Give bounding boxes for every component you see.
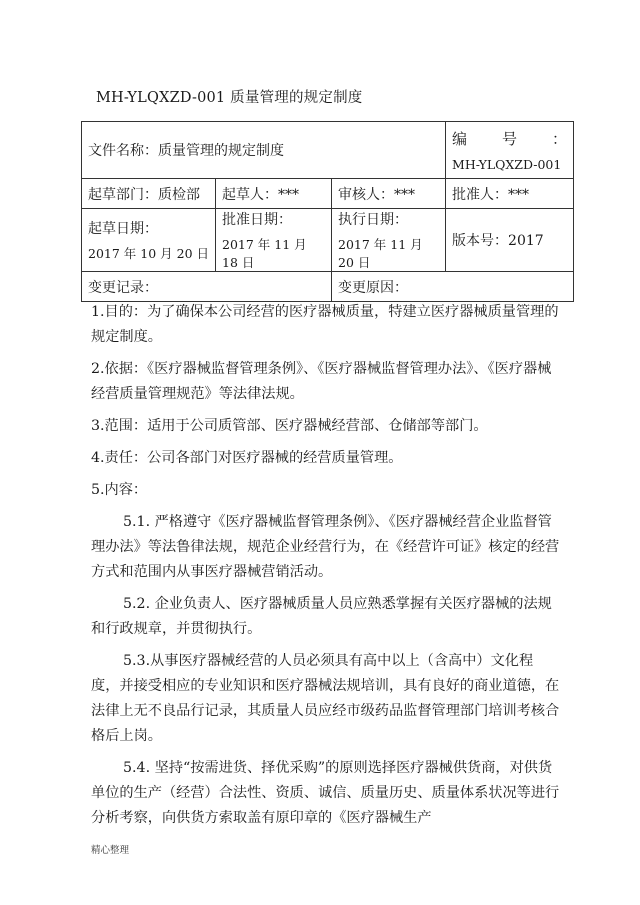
document-info-table (81, 121, 574, 302)
document-number-value: MH-YLQXZD-001 (452, 157, 562, 172)
section-purpose: 1.目的：为了确保本公司经营的医疗器械质量，特建立医疗器械质量管理的规定制度。 (91, 304, 559, 345)
document-body (91, 300, 561, 831)
exec-date: 2017 年 11 月 20 日 (338, 237, 423, 270)
change-reason: 变更原因： (332, 272, 574, 302)
footer-note: 精心整理 (91, 845, 130, 856)
document-number-cell (446, 122, 574, 179)
draft-date-label: 起草日期： (88, 221, 158, 237)
section-scope: 3.范围：适用于公司质管部、医疗器械经营部、仓储部等部门。 (91, 418, 488, 434)
draft-date-cell (82, 209, 216, 272)
exec-date-label: 执行日期： (338, 212, 408, 228)
draft-date: 2017 年 10 月 20 日 (88, 246, 209, 261)
approve-date-cell (216, 209, 332, 272)
file-name-cell (82, 122, 446, 179)
clause-5-1: 5.1. 严格遵守《医疗器械监督管理条例》、《医疗器械经营企业监督管理办法》等法鲁律法规，规范企业经营行为，在《经营许可证》核定的经营方式和范围内从事医疗器械营销活动。 (91, 514, 560, 580)
section-basis: 2.依据：《医疗器械监督管理条例》、《医疗器械监督管理办法》、《医疗器械经营质量管理规范》等法律法规。 (91, 361, 552, 402)
exec-date-cell (332, 209, 446, 272)
drafter: 起草人：*** (216, 179, 332, 209)
drafting-department: 起草部门：质检部 (82, 179, 216, 209)
approve-date: 2017 年 11 月 18 日 (222, 237, 307, 270)
change-record: 变更记录： (82, 272, 332, 302)
document-number-label: 编 号 ： (452, 130, 568, 148)
clause-5-4: 5.4. 坚持“按需进货、择优采购”的原则选择医疗器械供货商，对供货单位的生产（经营）合法性、资质、诚信、质量历史、质量体系状况等进行分析考察，向供货方索取盖有原印章的《医疗器械生产 (91, 760, 560, 826)
clause-5-3: 5.3.从事医疗器械经营的人员必须具有高中以上（含高中）文化程度，并接受相应的专业知识和医疗器械法规培训，具有良好的商业道德，在法律上无不良品行记录，其质量人员应经市级药品监督管理部门培训考核合格后上岗。 (91, 653, 560, 744)
approve-date-label: 批准日期： (222, 212, 292, 228)
section-responsibility: 4.责任：公司各部门对医疗器械的经营质量管理。 (91, 450, 403, 466)
file-name: 文件名称：质量管理的规定制度 (88, 143, 284, 159)
document-title-line: MH-YLQXZD-001 质量管理的规定制度 (96, 90, 363, 106)
section-content-heading: 5.内容： (91, 482, 148, 498)
reviewer: 审核人：*** (332, 179, 446, 209)
clause-5-2: 5.2. 企业负责人、医疗器械质量人员应熟悉掌握有关医疗器械的法规和行政规章，并贯彻执行。 (91, 596, 552, 637)
approver: 批准人：*** (446, 179, 574, 209)
version: 版本号：2017 (446, 209, 574, 272)
